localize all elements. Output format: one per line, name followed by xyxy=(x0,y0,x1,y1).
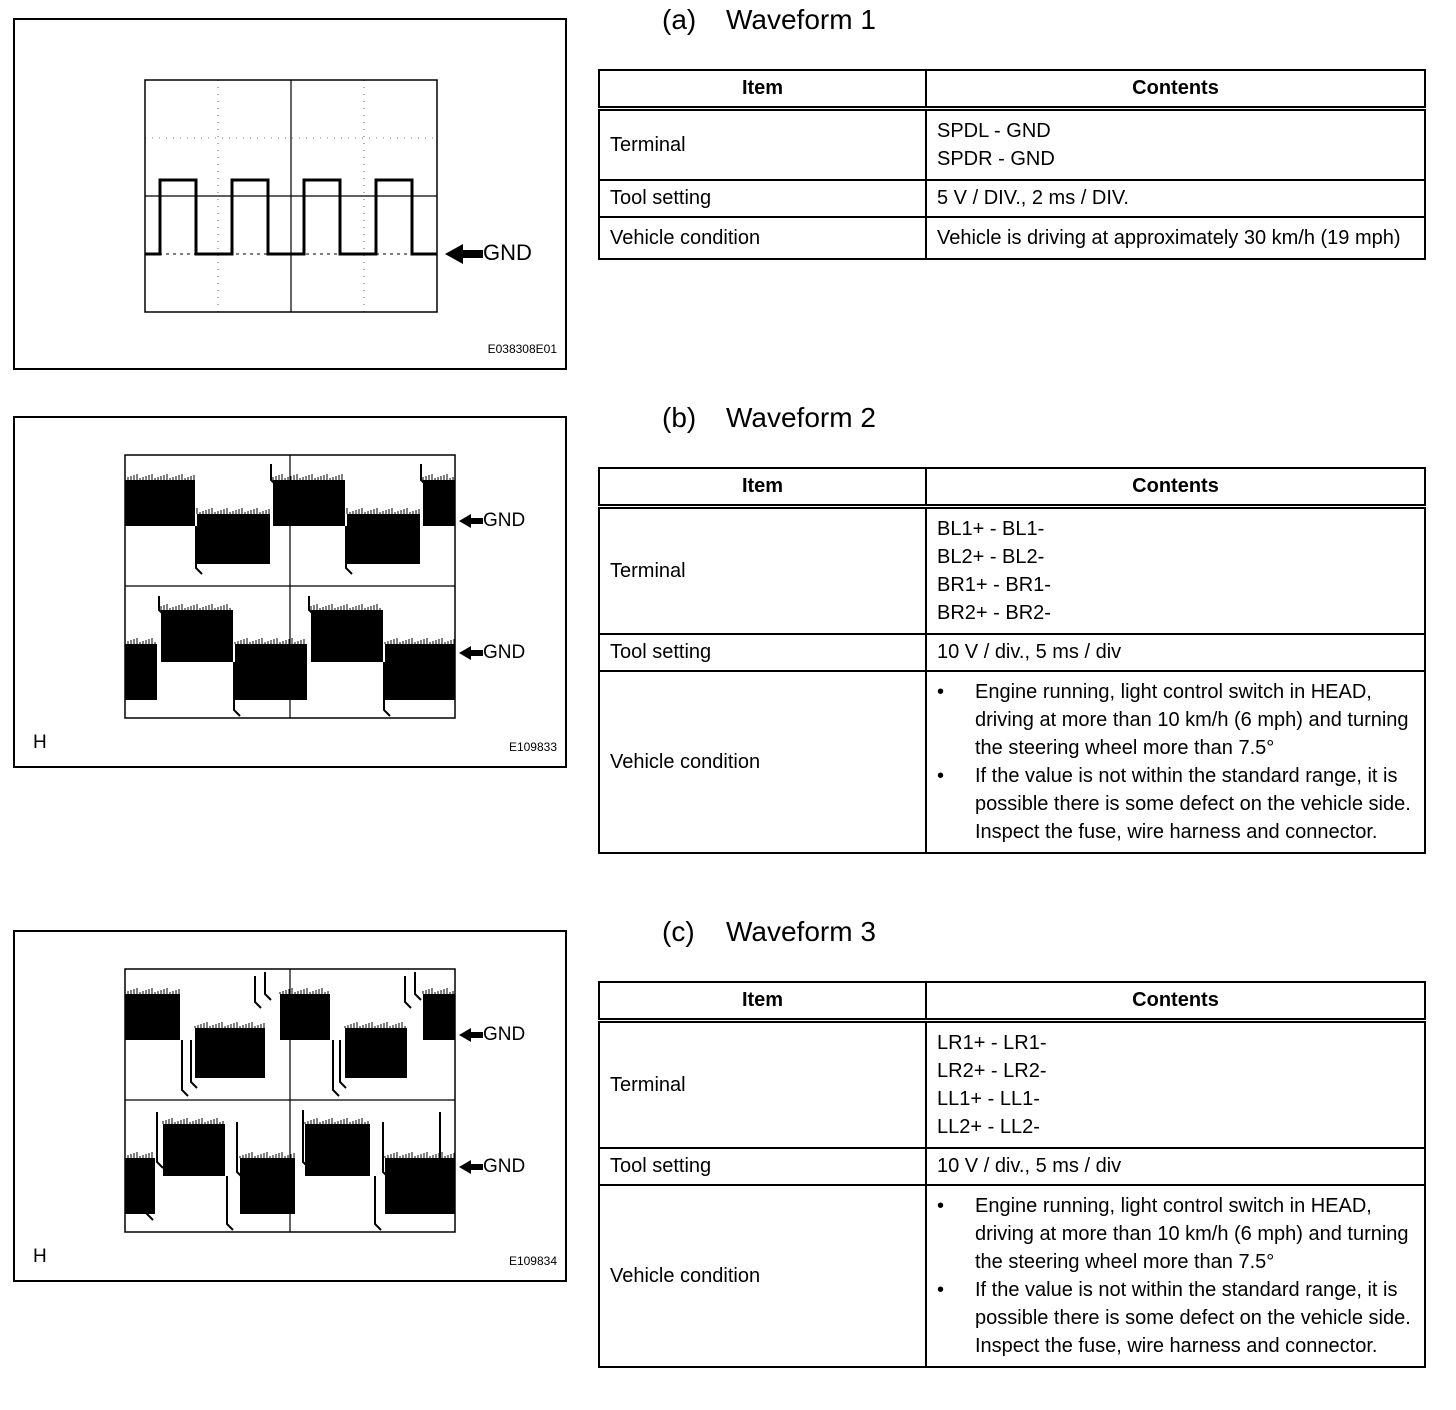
waveform-2-table xyxy=(598,467,1426,854)
waveform-2-scope xyxy=(15,418,569,770)
terminal-value: BR2+ - BR2- xyxy=(937,602,1051,624)
section-title: Waveform 1 xyxy=(726,4,876,35)
condition-bullet: • Engine running, light control switch in HEAD, driving at more than 10 km/h (6 mph) and turning the steering wheel more than 7.5° xyxy=(937,678,1414,762)
waveform-3-table xyxy=(598,981,1426,1368)
header-contents: Contents xyxy=(926,70,1425,109)
vehicle-condition-value xyxy=(926,1185,1425,1367)
table-row xyxy=(599,1148,1425,1185)
waveform-1-table xyxy=(598,69,1426,260)
waveform-1-scope xyxy=(15,20,569,372)
arrow-left-icon xyxy=(459,514,483,528)
waveform-3-scope xyxy=(15,932,569,1284)
table-row xyxy=(599,217,1425,259)
table-row xyxy=(599,180,1425,217)
table-row xyxy=(599,671,1425,853)
condition-bullet: • Engine running, light control switch in HEAD, driving at more than 10 km/h (6 mph) and turning the steering wheel more than 7.5° xyxy=(937,1192,1414,1276)
table-row xyxy=(599,109,1425,181)
header-item: Item xyxy=(599,468,926,507)
scope-grid xyxy=(145,80,437,312)
waveform-1-figure xyxy=(13,18,567,370)
table-row xyxy=(599,634,1425,671)
section-label: (b) xyxy=(662,402,697,433)
header-item: Item xyxy=(599,982,926,1021)
terminal-values xyxy=(926,1021,1425,1149)
terminal-value: BR1+ - BR1- xyxy=(937,574,1051,596)
terminal-value: LR1+ - LR1- xyxy=(937,1032,1047,1054)
condition-bullet: • If the value is not within the standard range, it is possible there is some defect on the vehicle side. Inspect the fuse, wire harness and connector. xyxy=(937,1276,1414,1360)
waveform-2-figure xyxy=(13,416,567,768)
vehicle-condition-value: Vehicle is driving at approximately 30 km/h (19 mph) xyxy=(926,217,1425,259)
figure-mark: H xyxy=(33,1246,47,1267)
vehicle-condition-value xyxy=(926,671,1425,853)
terminal-values xyxy=(926,507,1425,635)
arrow-left-icon xyxy=(459,1028,483,1042)
table-row xyxy=(599,1021,1425,1149)
tool-setting-label: Tool setting xyxy=(599,1148,926,1185)
tool-setting-label: Tool setting xyxy=(599,180,926,217)
terminal-label: Terminal xyxy=(599,109,926,181)
terminal-value: SPDR - GND xyxy=(937,148,1055,170)
terminal-label: Terminal xyxy=(599,507,926,635)
terminal-value: BL2+ - BL2- xyxy=(937,546,1045,568)
condition-bullet: • If the value is not within the standard range, it is possible there is some defect on the vehicle side. Inspect the fuse, wire harness and connector. xyxy=(937,762,1414,846)
waveform-3-figure xyxy=(13,930,567,1282)
gnd-label: GND xyxy=(483,510,526,531)
terminal-value: BL1+ - BL1- xyxy=(937,518,1045,540)
vehicle-condition-label: Vehicle condition xyxy=(599,217,926,259)
gnd-label: GND xyxy=(483,642,526,663)
gnd-label: GND xyxy=(483,1024,526,1045)
arrow-left-icon xyxy=(459,646,483,660)
section-label: (c) xyxy=(662,916,695,947)
tool-setting-label: Tool setting xyxy=(599,634,926,671)
header-contents: Contents xyxy=(926,468,1425,507)
header-item: Item xyxy=(599,70,926,109)
table-row xyxy=(599,1185,1425,1367)
waveform-1-title xyxy=(662,4,876,36)
section-title: Waveform 2 xyxy=(726,402,876,433)
figure-code: E109833 xyxy=(508,740,557,754)
waveform-2-title xyxy=(662,402,876,434)
terminal-value: SPDL - GND xyxy=(937,120,1051,142)
tool-setting-value: 10 V / div., 5 ms / div xyxy=(926,634,1425,671)
arrow-left-icon xyxy=(445,244,483,264)
terminal-values xyxy=(926,109,1425,181)
figure-code: E109834 xyxy=(508,1254,557,1268)
terminal-label: Terminal xyxy=(599,1021,926,1149)
vehicle-condition-label: Vehicle condition xyxy=(599,671,926,853)
figure-mark: H xyxy=(33,732,47,753)
arrow-left-icon xyxy=(459,1160,483,1174)
table-row xyxy=(599,507,1425,635)
section-label: (a) xyxy=(662,4,697,35)
waveform-3-title xyxy=(662,916,876,948)
vehicle-condition-label: Vehicle condition xyxy=(599,1185,926,1367)
gnd-label: GND xyxy=(483,1156,526,1177)
terminal-value: LR2+ - LR2- xyxy=(937,1060,1047,1082)
header-contents: Contents xyxy=(926,982,1425,1021)
gnd-label: GND xyxy=(483,240,532,265)
figure-code: E038308E01 xyxy=(487,342,557,356)
tool-setting-value: 5 V / DIV., 2 ms / DIV. xyxy=(926,180,1425,217)
section-title: Waveform 3 xyxy=(726,916,876,947)
terminal-value: LL1+ - LL1- xyxy=(937,1088,1040,1110)
terminal-value: LL2+ - LL2- xyxy=(937,1116,1040,1138)
tool-setting-value: 10 V / div., 5 ms / div xyxy=(926,1148,1425,1185)
